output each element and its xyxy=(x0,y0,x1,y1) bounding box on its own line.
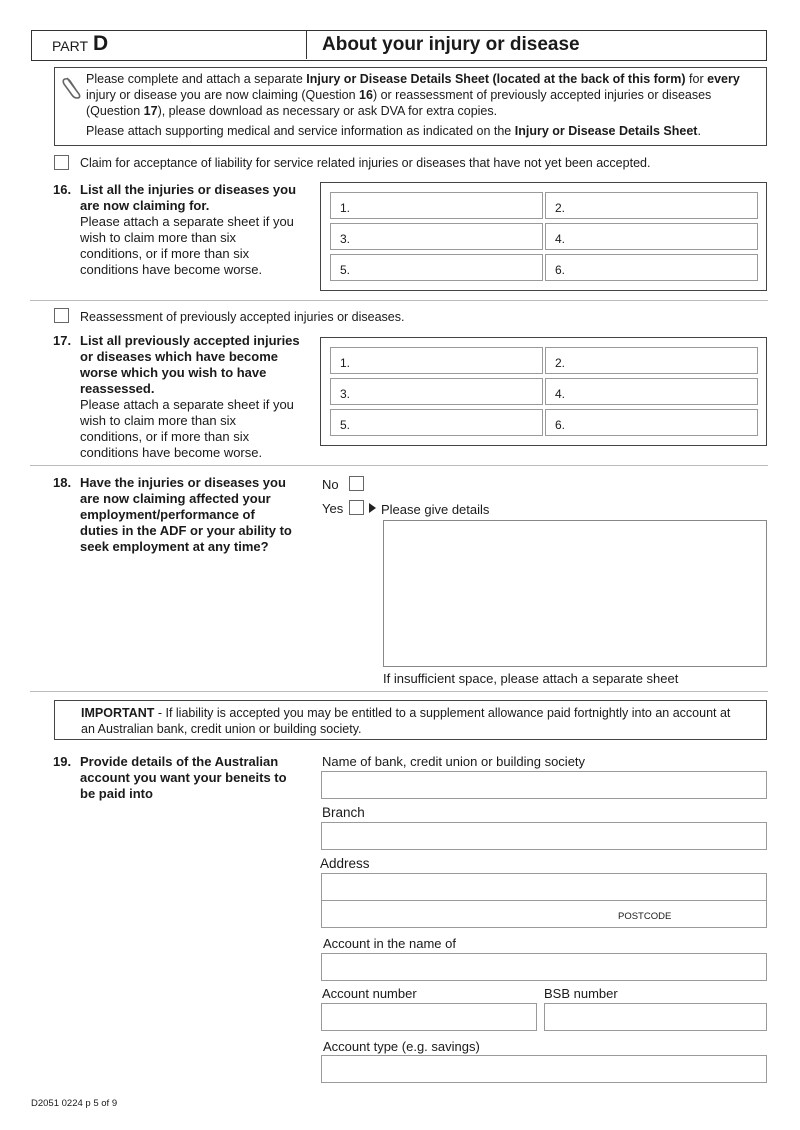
arrow-right-icon xyxy=(369,503,377,513)
part-letter: D xyxy=(93,32,109,55)
q16-cell-6[interactable]: 6. xyxy=(545,254,758,281)
q18-question: Have the injuries or diseases you are now claiming affected your employment/performance of duties in the ADF or your ability to seek employment at any time? xyxy=(80,475,292,554)
q17-grid xyxy=(320,337,767,446)
paperclip-icon xyxy=(61,74,83,100)
divider xyxy=(30,300,768,301)
part-label: PART xyxy=(52,38,89,54)
claim-checkbox-label: Claim for acceptance of liability for service related injuries or diseases that have not yet been accepted. xyxy=(80,156,651,170)
bank-name-label: Name of bank, credit union or building society xyxy=(322,754,586,769)
q18-yes-label: Yes xyxy=(322,501,344,516)
q17-cell-1[interactable]: 1. xyxy=(330,347,543,374)
q18-no-label: No xyxy=(322,477,339,492)
address-line-2-field[interactable] xyxy=(321,900,767,928)
q17-cell-4[interactable]: 4. xyxy=(545,378,758,405)
q16-grid xyxy=(320,182,767,291)
claim-checkbox[interactable] xyxy=(54,155,69,170)
part-label-cell xyxy=(32,31,307,59)
account-name-field[interactable] xyxy=(321,953,767,981)
q17-cell-3[interactable]: 3. xyxy=(330,378,543,405)
q18-details-textarea[interactable] xyxy=(383,520,767,667)
q16-question: List all the injuries or diseases you are now claiming for. Please attach a separate sheet if you wish to claim more than six conditions, or if more than six conditions have become worse. xyxy=(80,182,297,277)
q17-number: 17. xyxy=(53,333,72,348)
branch-label: Branch xyxy=(322,805,365,820)
divider xyxy=(30,691,768,692)
part-header xyxy=(31,30,767,61)
reassess-checkbox[interactable] xyxy=(54,308,69,323)
address-line-1-field[interactable] xyxy=(321,873,767,901)
address-label: Address xyxy=(320,856,370,871)
q17-cell-6[interactable]: 6. xyxy=(545,409,758,436)
account-number-field[interactable] xyxy=(321,1003,537,1031)
important-box xyxy=(54,700,767,740)
q18-yes-checkbox[interactable] xyxy=(349,500,364,515)
q16-cell-3[interactable]: 3. xyxy=(330,223,543,250)
q18-insufficient-note: If insufficient space, please attach a separate sheet xyxy=(383,671,679,686)
q16-cell-1[interactable]: 1. xyxy=(330,192,543,219)
notice-line-4: Please attach supporting medical and service information as indicated on the Injury or Disease Details Sheet. xyxy=(86,124,701,138)
account-type-field[interactable] xyxy=(321,1055,767,1083)
q18-number: 18. xyxy=(53,475,72,490)
reassess-checkbox-label: Reassessment of previously accepted injuries or diseases. xyxy=(80,310,405,324)
q17-question: List all previously accepted injuries or diseases which have become worse which you wish to have reassessed. Please attach a separate sheet if you wish to claim more than six conditions, or if more than six conditions have become worse. xyxy=(80,333,300,460)
notice-line-3: (Question 17), please download as necessary or ask DVA for extra copies. xyxy=(86,104,498,118)
account-name-label: Account in the name of xyxy=(323,936,456,951)
notice-line-2: injury or disease you are now claiming (Question 16) or reassessment of previously accepted injuries or diseases xyxy=(86,88,712,102)
q16-number: 16. xyxy=(53,182,72,197)
account-number-label: Account number xyxy=(322,986,417,1001)
q16-cell-5[interactable]: 5. xyxy=(330,254,543,281)
bank-name-field[interactable] xyxy=(321,771,767,799)
part-title: About your injury or disease xyxy=(322,34,580,55)
important-line-1: IMPORTANT - If liability is accepted you may be entitled to a supplement allowance paid fortnightly into an account at xyxy=(81,706,731,720)
notice-box xyxy=(54,67,767,146)
q16-cell-4[interactable]: 4. xyxy=(545,223,758,250)
q19-question: Provide details of the Australian account you want your beneits to be paid into xyxy=(80,754,287,801)
bsb-field[interactable] xyxy=(544,1003,767,1031)
q17-cell-5[interactable]: 5. xyxy=(330,409,543,436)
q18-details-label: Please give details xyxy=(381,502,490,517)
branch-field[interactable] xyxy=(321,822,767,850)
q16-cell-2[interactable]: 2. xyxy=(545,192,758,219)
important-line-2: an Australian bank, credit union or building society. xyxy=(81,722,362,736)
divider xyxy=(30,465,768,466)
q18-no-checkbox[interactable] xyxy=(349,476,364,491)
postcode-label: POSTCODE xyxy=(618,911,672,922)
footer-code: D2051 0224 p 5 of 9 xyxy=(31,1098,118,1109)
bsb-label: BSB number xyxy=(544,986,618,1001)
account-type-label: Account type (e.g. savings) xyxy=(323,1039,480,1054)
q19-number: 19. xyxy=(53,754,72,769)
notice-line-1: Please complete and attach a separate Injury or Disease Details Sheet (located at the back of this form) for every xyxy=(86,72,740,86)
q17-cell-2[interactable]: 2. xyxy=(545,347,758,374)
